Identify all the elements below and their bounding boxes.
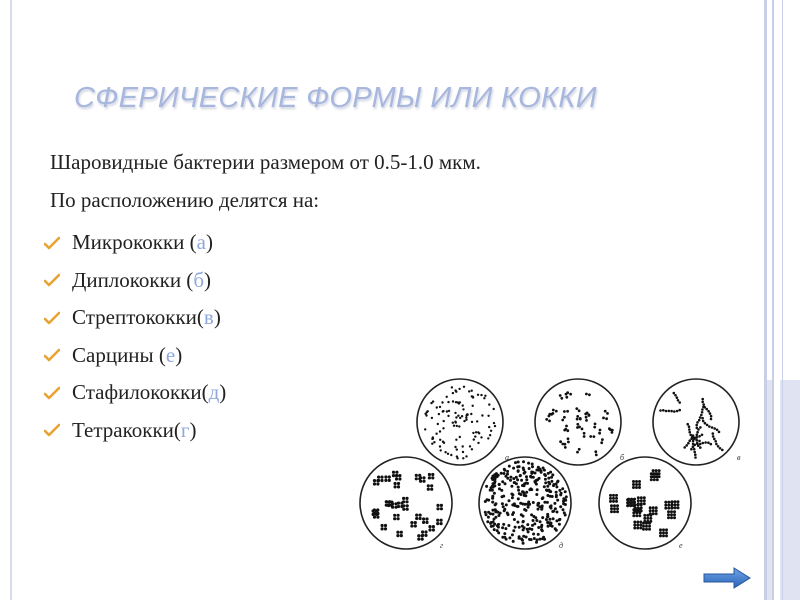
coccus-type-list bbox=[44, 224, 226, 449]
item-label: Тетракокки( bbox=[72, 417, 181, 442]
left-border-line bbox=[10, 0, 12, 600]
figure-label-v: в bbox=[737, 453, 741, 462]
item-label: Стафилококки( bbox=[72, 380, 209, 405]
figure-ref-link[interactable]: д bbox=[208, 380, 220, 405]
checkmark-icon bbox=[44, 423, 72, 437]
arrow-right-icon[interactable] bbox=[702, 566, 752, 590]
checkmark-icon bbox=[44, 348, 72, 362]
item-label-end: ) bbox=[189, 417, 197, 442]
list-item-diplococci bbox=[44, 262, 226, 300]
figure-label-d: д bbox=[559, 541, 564, 550]
list-item-tetracocci bbox=[44, 412, 226, 450]
item-label-end: ) bbox=[205, 230, 213, 255]
figure-ref-link[interactable]: в bbox=[203, 305, 214, 330]
list-item-staphylococci bbox=[44, 374, 226, 412]
intro-line-1: Шаровидные бактерии размером от 0.5-1.0 мкм. bbox=[50, 150, 481, 174]
figure-ref-link[interactable]: а bbox=[196, 230, 206, 255]
figure-ref-link[interactable]: б bbox=[193, 267, 204, 292]
figure-ref-link[interactable]: е bbox=[165, 342, 176, 367]
item-label: Микрококки ( bbox=[72, 230, 197, 255]
item-label-end: ) bbox=[219, 380, 227, 405]
slide-title: СФЕРИЧЕСКИЕ ФОРМЫ ИЛИ КОККИ bbox=[74, 82, 597, 114]
item-label-end: ) bbox=[213, 305, 221, 330]
item-label: Стрептококки( bbox=[72, 305, 204, 330]
figure-label-g: г bbox=[440, 541, 444, 550]
checkmark-icon bbox=[44, 273, 72, 287]
right-border-line bbox=[782, 0, 783, 600]
list-item-sarcinae bbox=[44, 337, 226, 375]
list-item-streptococci bbox=[44, 299, 226, 337]
intro-line-2: По расположению делятся на: bbox=[50, 188, 320, 212]
right-border-line bbox=[772, 0, 774, 600]
checkmark-icon bbox=[44, 311, 72, 325]
figure-label-e: е bbox=[679, 541, 683, 550]
item-label: Сарцины ( bbox=[72, 342, 166, 367]
figure-label-b: б bbox=[620, 453, 625, 462]
list-item-micrococci bbox=[44, 224, 226, 262]
figure-label-a: а bbox=[505, 453, 509, 462]
item-label: Диплококки ( bbox=[72, 267, 194, 292]
item-label-end: ) bbox=[204, 267, 211, 292]
plate-micrococci bbox=[417, 379, 503, 465]
figure-ref-link[interactable]: г bbox=[180, 417, 190, 442]
plate-streptococci bbox=[653, 379, 739, 465]
item-label-end: ) bbox=[175, 342, 183, 367]
checkmark-icon bbox=[44, 236, 72, 250]
checkmark-icon bbox=[44, 386, 72, 400]
